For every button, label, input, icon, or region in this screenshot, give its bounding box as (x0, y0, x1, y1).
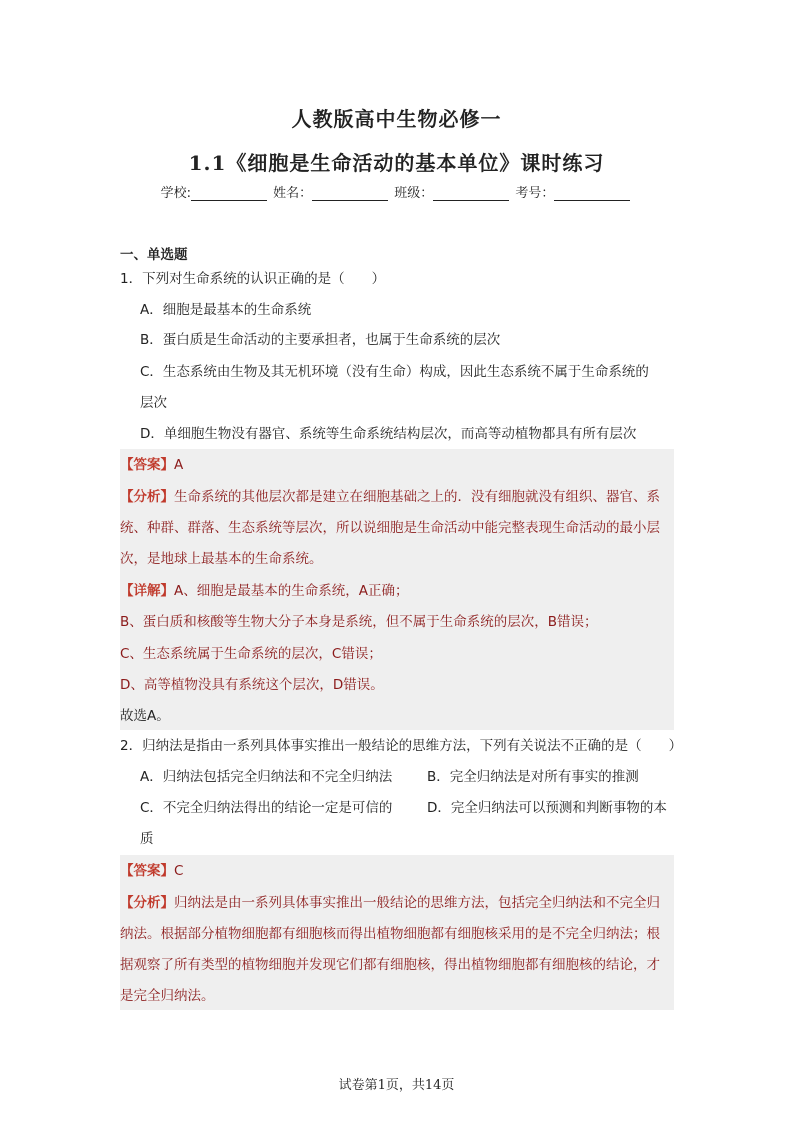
analysis-line: 是完全归纳法。 (120, 988, 215, 1004)
analysis-line: 据观察了所有类型的植物细胞并发现它们都有细胞核，得出植物细胞都有细胞核的结论，才 (120, 957, 660, 973)
question-2-option-d-cont: 质 (140, 831, 154, 847)
detail-line (120, 581, 408, 601)
page-footer: 试卷第1页，共14页 (338, 1078, 455, 1093)
question-1-option-a: A．细胞是最基本的生命系统 (140, 302, 312, 318)
analysis-line: 纳法。根据部分植物细胞都有细胞核而得出植物细胞都有细胞核采用的是不完全归纳法；根 (120, 926, 660, 942)
analysis-text: 生命系统的其他层次都是建立在细胞基础之上的．没有细胞就没有组织、器官、系 (174, 489, 660, 505)
page-title: 人教版高中生物必修一 (291, 107, 502, 131)
student-info-line (0, 182, 793, 201)
question-1-option-c-cont: 层次 (140, 395, 167, 411)
class-label: 班级： (394, 186, 434, 201)
name-label: 姓名： (273, 186, 313, 201)
analysis-line (120, 487, 660, 507)
detail-line: B、蛋白质和核酸等生物大分子本身是系统，但不属于生命系统的层次，B错误； (120, 614, 598, 630)
analysis-line: 次，是地球上最基本的生命系统。 (120, 551, 323, 567)
answer-value: A (174, 457, 184, 473)
question-2-option-c: C．不完全归纳法得出的结论一定是可信的 (140, 800, 393, 816)
analysis-tag: 【分析】 (120, 489, 174, 505)
analysis-line: 统、种群、群落、生态系统等层次，所以说细胞是生命活动中能完整表现生命活动的最小层 (120, 520, 660, 536)
answer-tag: 【答案】 (120, 863, 174, 879)
answer-line (120, 861, 183, 881)
analysis-tag: 【分析】 (120, 895, 174, 911)
section-heading: 一、单选题 (120, 247, 188, 263)
question-1-stem: 1．下列对生命系统的认识正确的是（ ） (120, 271, 386, 287)
question-2-solution-box (120, 855, 674, 1010)
question-1-solution-box (120, 449, 674, 730)
name-blank (312, 186, 388, 201)
analysis-line (120, 893, 660, 913)
conclusion-line: 故选A。 (120, 708, 170, 724)
question-2-option-d: D．完全归纳法可以预测和判断事物的本 (427, 800, 667, 816)
detail-text: A、细胞是最基本的生命系统，A正确； (174, 583, 409, 599)
class-blank (433, 186, 509, 201)
detail-line: C、生态系统属于生命系统的层次，C错误； (120, 646, 382, 662)
answer-line (120, 455, 183, 475)
question-2-option-a: A．归纳法包括完全归纳法和不完全归纳法 (140, 769, 393, 785)
answer-value: C (174, 863, 184, 879)
detail-tag: 【详解】 (120, 583, 174, 599)
analysis-text: 归纳法是由一系列具体事实推出一般结论的思维方法，包括完全归纳法和不完全归 (174, 895, 660, 911)
question-1-option-d: D．单细胞生物没有器官、系统等生命系统结构层次，而高等动植物都具有所有层次 (140, 426, 637, 442)
exam-number-label: 考号： (515, 186, 555, 201)
school-label: 学校: (160, 186, 191, 201)
detail-line: D、高等植物没具有系统这个层次，D错误。 (120, 677, 384, 693)
answer-tag: 【答案】 (120, 457, 174, 473)
page-subtitle: 1.1《细胞是生命活动的基本单位》课时练习 (188, 151, 605, 175)
question-2-stem: 2．归纳法是指由一系列具体事实推出一般结论的思维方法，下列有关说法不正确的是（ ） (120, 738, 683, 754)
question-1-option-b: B．蛋白质是生命活动的主要承担者，也属于生命系统的层次 (140, 332, 501, 348)
question-1-option-c: C．生态系统由生物及其无机环境（没有生命）构成，因此生态系统不属于生命系统的 (140, 364, 649, 380)
exam-number-blank (554, 186, 630, 201)
question-2-option-b: B．完全归纳法是对所有事实的推测 (427, 769, 639, 785)
school-blank (191, 186, 267, 201)
